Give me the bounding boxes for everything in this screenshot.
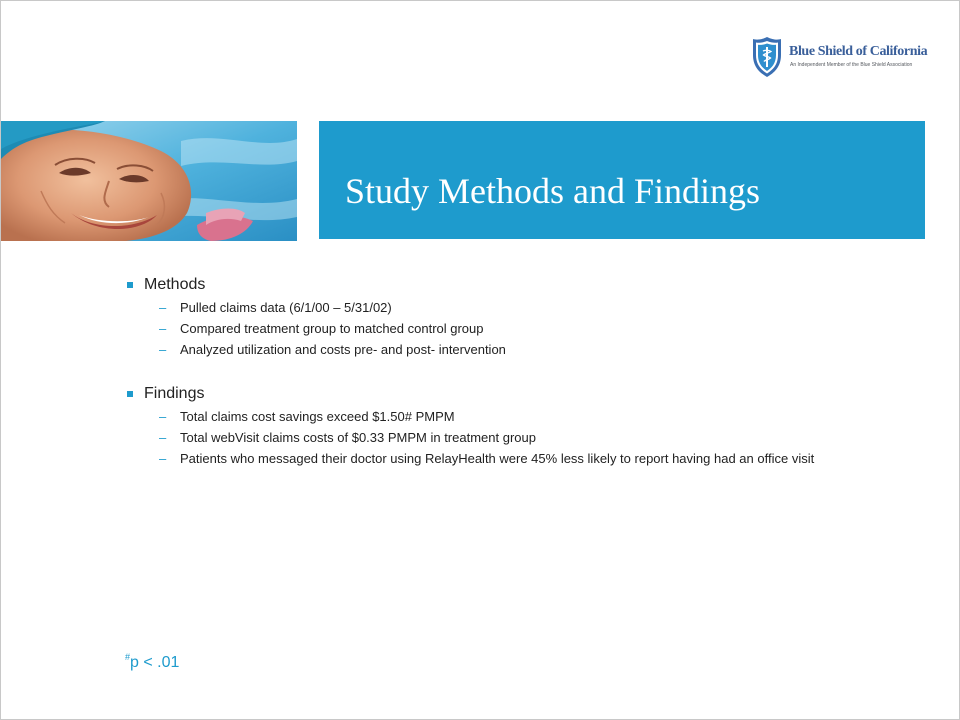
list-item <box>125 448 915 469</box>
section-heading-text: Findings <box>144 385 205 402</box>
dash-bullet-icon: – <box>159 300 167 315</box>
list-item-text: Analyzed utilization and costs pre- and post- intervention <box>180 342 506 357</box>
methods-list <box>125 297 915 360</box>
title-band <box>319 121 925 239</box>
slide-content <box>125 273 915 491</box>
brand-tagline: An Independent Member of the Blue Shield Association <box>790 62 913 68</box>
list-item <box>125 406 915 427</box>
section-heading <box>125 273 915 297</box>
section-heading <box>125 382 915 406</box>
findings-section <box>125 382 915 469</box>
footnote-marker: # <box>125 652 131 662</box>
list-item <box>125 318 915 339</box>
methods-section <box>125 273 915 360</box>
footnote-text: p < .01 <box>130 654 180 671</box>
square-bullet-icon <box>127 391 133 397</box>
list-item-text: Total claims cost savings exceed $1.50# PMPM <box>180 409 455 424</box>
list-item-text: Pulled claims data (6/1/00 – 5/31/02) <box>180 300 392 315</box>
dash-bullet-icon: – <box>159 342 167 357</box>
findings-list <box>125 406 915 469</box>
dash-bullet-icon: – <box>159 321 167 336</box>
list-item-text: Compared treatment group to matched control group <box>180 321 484 336</box>
list-item <box>125 339 915 360</box>
brand-logo <box>751 35 936 81</box>
section-heading-text: Methods <box>144 276 206 293</box>
list-item-text: Total webVisit claims costs of $0.33 PMPM in treatment group <box>180 430 536 445</box>
dash-bullet-icon: – <box>159 409 167 424</box>
list-item <box>125 427 915 448</box>
dash-bullet-icon: – <box>159 430 167 445</box>
square-bullet-icon <box>127 282 133 288</box>
footnote <box>125 646 179 674</box>
header-photo <box>1 121 297 241</box>
blue-shield-logo-icon <box>751 35 783 79</box>
slide-title: Study Methods and Findings <box>345 171 761 211</box>
brand-name: Blue Shield of California <box>789 44 928 59</box>
list-item-text: Patients who messaged their doctor using RelayHealth were 45% less likely to report having had an office visit <box>180 451 815 466</box>
swimmer-photo-image <box>1 121 297 241</box>
list-item <box>125 297 915 318</box>
dash-bullet-icon: – <box>159 451 167 466</box>
